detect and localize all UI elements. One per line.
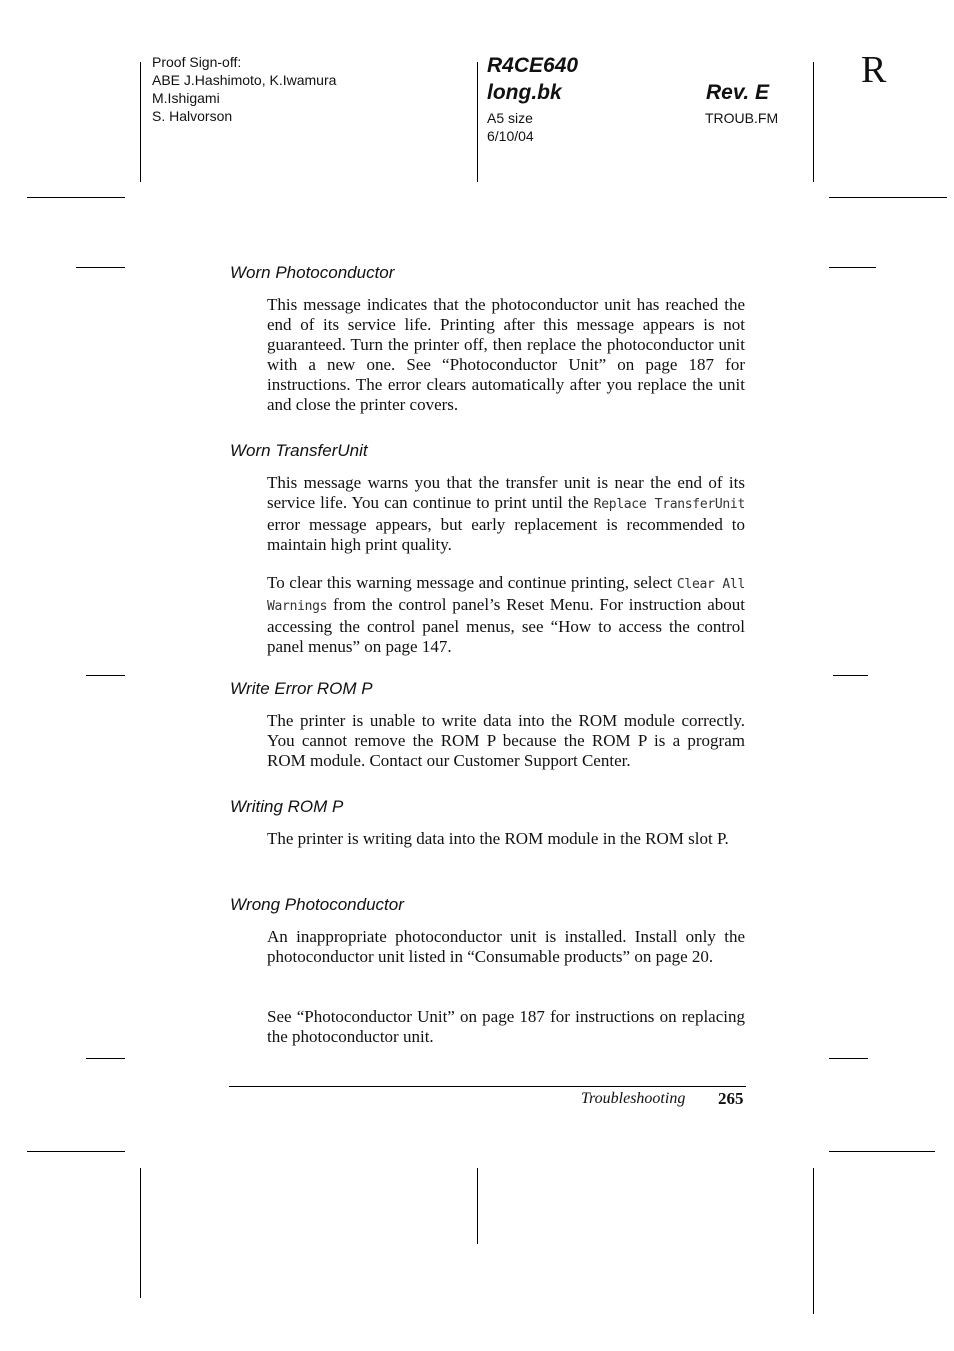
proof-line: Proof Sign-off:: [152, 54, 242, 70]
doc-code: R4CE640: [487, 54, 579, 77]
section-heading: Worn Photoconductor: [230, 263, 395, 282]
section-paragraph: [267, 927, 745, 967]
paragraph-text: This message warns you that the transfer unit is near the end of its service life. You can continue to print until the: [267, 473, 745, 512]
section-heading: Worn TransferUnit: [230, 441, 368, 460]
crop-mark: [829, 197, 947, 198]
doc-date: 6/10/04: [487, 128, 534, 144]
section-paragraph: [267, 573, 745, 657]
paragraph-text: See “Photoconductor Unit” on page 187 for instructions on replacing the photoconductor unit.: [267, 1007, 745, 1046]
page-size: A5 size: [487, 110, 533, 126]
section-heading: Write Error ROM P: [230, 679, 373, 698]
section-paragraph: [267, 711, 745, 771]
paragraph-text: The printer is writing data into the ROM module in the ROM slot P.: [267, 829, 729, 848]
section-heading: Writing ROM P: [230, 797, 344, 816]
proof-line: ABE J.Hashimoto, K.Iwamura: [152, 72, 337, 88]
footer-section-name: Troubleshooting: [581, 1090, 686, 1107]
doc-meta: [487, 109, 534, 145]
paragraph-text: To clear this warning message and continue printing, select: [267, 573, 677, 592]
crop-mark: [27, 197, 125, 198]
revision: Rev. E: [706, 81, 770, 104]
crop-mark: [86, 1058, 125, 1059]
corner-letter: R: [861, 49, 887, 91]
crop-mark: [829, 1058, 868, 1059]
doc-code-block: [487, 52, 578, 106]
crop-mark: [86, 675, 125, 676]
proof-line: S. Halvorson: [152, 108, 233, 124]
crop-mark: [813, 62, 814, 182]
proof-line: M.Ishigami: [152, 90, 220, 106]
paragraph-text: This message indicates that the photoconductor unit has reached the end of its service life. Printing after this message appears is not guaranteed. Turn the printer off, then replace the photoconductor unit with a new one. See “Photoconductor Unit” on page 187 for instructions. The error clears automatically after you replace the unit and close the printer covers.: [267, 295, 745, 414]
footer-rule: [229, 1086, 746, 1087]
section-paragraph: [267, 473, 745, 555]
proof-signoff: [152, 53, 336, 125]
crop-mark: [829, 1151, 935, 1152]
crop-mark: [829, 267, 876, 268]
file-name: TROUB.FM: [705, 110, 779, 126]
section-paragraph: [267, 1007, 745, 1047]
crop-mark: [140, 62, 141, 182]
page-number: 265: [718, 1089, 744, 1108]
crop-mark: [27, 1151, 125, 1152]
lcd-message: Replace TransferUnit: [593, 497, 745, 512]
paragraph-text: from the control panel’s Reset Menu. For instruction about accessing the control panel menus, see “How to access the control panel menus” on page 147.: [267, 595, 745, 656]
book-name: long.bk: [487, 81, 562, 104]
crop-mark: [477, 62, 478, 182]
crop-mark: [477, 1168, 478, 1244]
section-paragraph: [267, 295, 745, 415]
section-heading: Wrong Photoconductor: [230, 895, 404, 914]
lcd-message: Clear All Warnings: [267, 577, 745, 614]
section-paragraph: [267, 829, 745, 849]
crop-mark: [76, 267, 125, 268]
crop-mark: [813, 1168, 814, 1314]
crop-mark: [140, 1168, 141, 1298]
paragraph-text: The printer is unable to write data into the ROM module correctly. You cannot remove the ROM P because the ROM P is a program ROM module. Contact our Customer Support Center.: [267, 711, 745, 770]
paragraph-text: An inappropriate photoconductor unit is installed. Install only the photoconductor unit listed in “Consumable products” on page 20.: [267, 927, 745, 966]
paragraph-text: error message appears, but early replacement is recommended to maintain high print quality.: [267, 515, 745, 554]
crop-mark: [833, 675, 868, 676]
